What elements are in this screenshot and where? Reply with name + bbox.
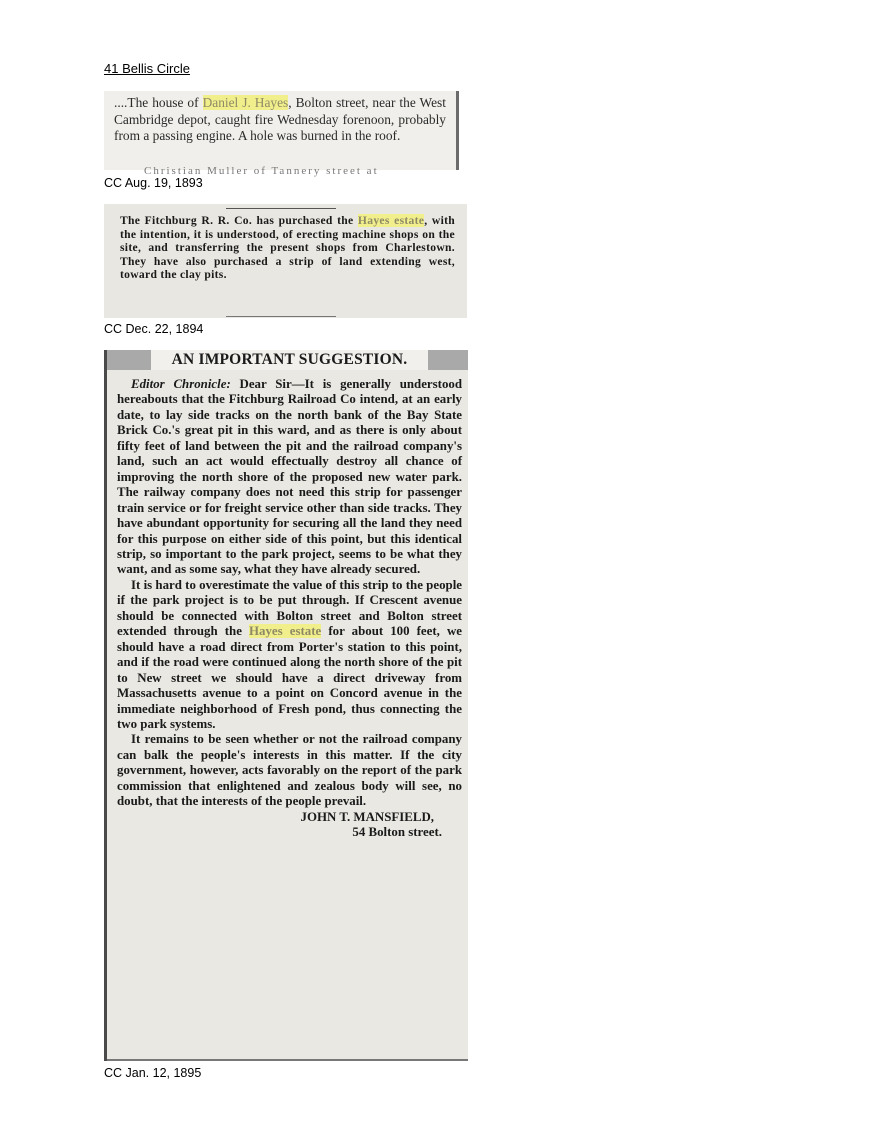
column-rule-bottom (107, 1059, 468, 1061)
cut-off-line: Christian Muller of Tannery street at (144, 165, 379, 177)
clipping-caption: CC Jan. 12, 1895 (104, 1066, 202, 1080)
clipping-text-start: The Fitchburg R. R. Co. has purchased the (120, 214, 358, 227)
newspaper-clipping-1894 (104, 204, 467, 318)
clipping-text (104, 91, 456, 145)
paragraph-1 (117, 377, 462, 578)
clipping-text-end: , with the intention, it is understood, of erecting machine shops on the site, and transferring the present shops from Charlestown. They have also purchased a strip of land extending west, toward the clay pits. (120, 214, 456, 281)
letter-body (117, 377, 462, 841)
headline: AN IMPORTANT SUGGESTION. (151, 350, 428, 370)
paragraph-3 (117, 732, 462, 809)
paragraph-2-start: It is hard to overestimate the value of this strip to the people if the park project is to be put through. If Crescent avenue should be connected with Bolton street and Bolton street extended through the (117, 577, 462, 639)
paragraph-2 (117, 578, 462, 733)
clipping-text-end: , Bolton street, near the West Cambridge depot, caught fire Wednesday forenoon, probably from a passing engine. A hole was burned in the roof. (114, 95, 446, 143)
column-rule-bottom (226, 316, 336, 317)
clipping-caption: CC Dec. 22, 1894 (104, 322, 204, 336)
paragraph-3-text: It remains to be seen whether or not the railroad company can balk the people's interests in this matter. If the city government, however, acts favorably on the report of the park commission that enlightened and zealous body will see, no doubt, that the interests of the people prevail. (117, 732, 462, 809)
paragraph-2-end: for about 100 feet, we should have a road direct from Porter's station to this point, and if the road were continued along the north shore of the pit to New street we should have a direct driveway from Massachusetts avenue to a point on Concord avenue in the immediate neighborhood of Fresh pond, thus connecting the two park systems. (117, 624, 462, 731)
salutation: Editor Chronicle: (131, 377, 231, 391)
clipping-text-start: ....The house of (114, 95, 203, 110)
signature-address: 54 Bolton street. (352, 825, 442, 840)
clipping-caption: CC Aug. 19, 1893 (104, 176, 203, 190)
newspaper-clipping-1895 (104, 350, 468, 1061)
highlighted-name: Hayes estate (357, 214, 425, 227)
highlighted-name: Daniel J. Hayes (202, 95, 289, 110)
column-rule-top (226, 208, 336, 209)
signature: JOHN T. MANSFIELD, (300, 809, 434, 824)
highlighted-name: Hayes estate (249, 624, 322, 639)
paragraph-1-text: Dear Sir—It is generally understood hereabouts that the Fitchburg Railroad Co intend, at an early date, to lay side tracks on the north bank of the Bay State Brick Co.'s great pit in this ward, and as there is only about fifty feet of land between the pit and the railroad company's land, such an act would effectually destroy all chance of improving the north shore of the proposed new water park. The railway company does not need this strip for passenger train service or for freight service other than side tracks. They have abundant opportunity for securing all the land they need for this purpose on either side of this point, but this identical strip, so important to the park project, seems to be what they want, and as some say, what they have already secured. (117, 377, 463, 577)
clipping-text (104, 204, 467, 282)
signature-row (117, 810, 462, 825)
page-title: 41 Bellis Circle (104, 61, 190, 76)
newspaper-clipping-1893 (104, 91, 459, 177)
